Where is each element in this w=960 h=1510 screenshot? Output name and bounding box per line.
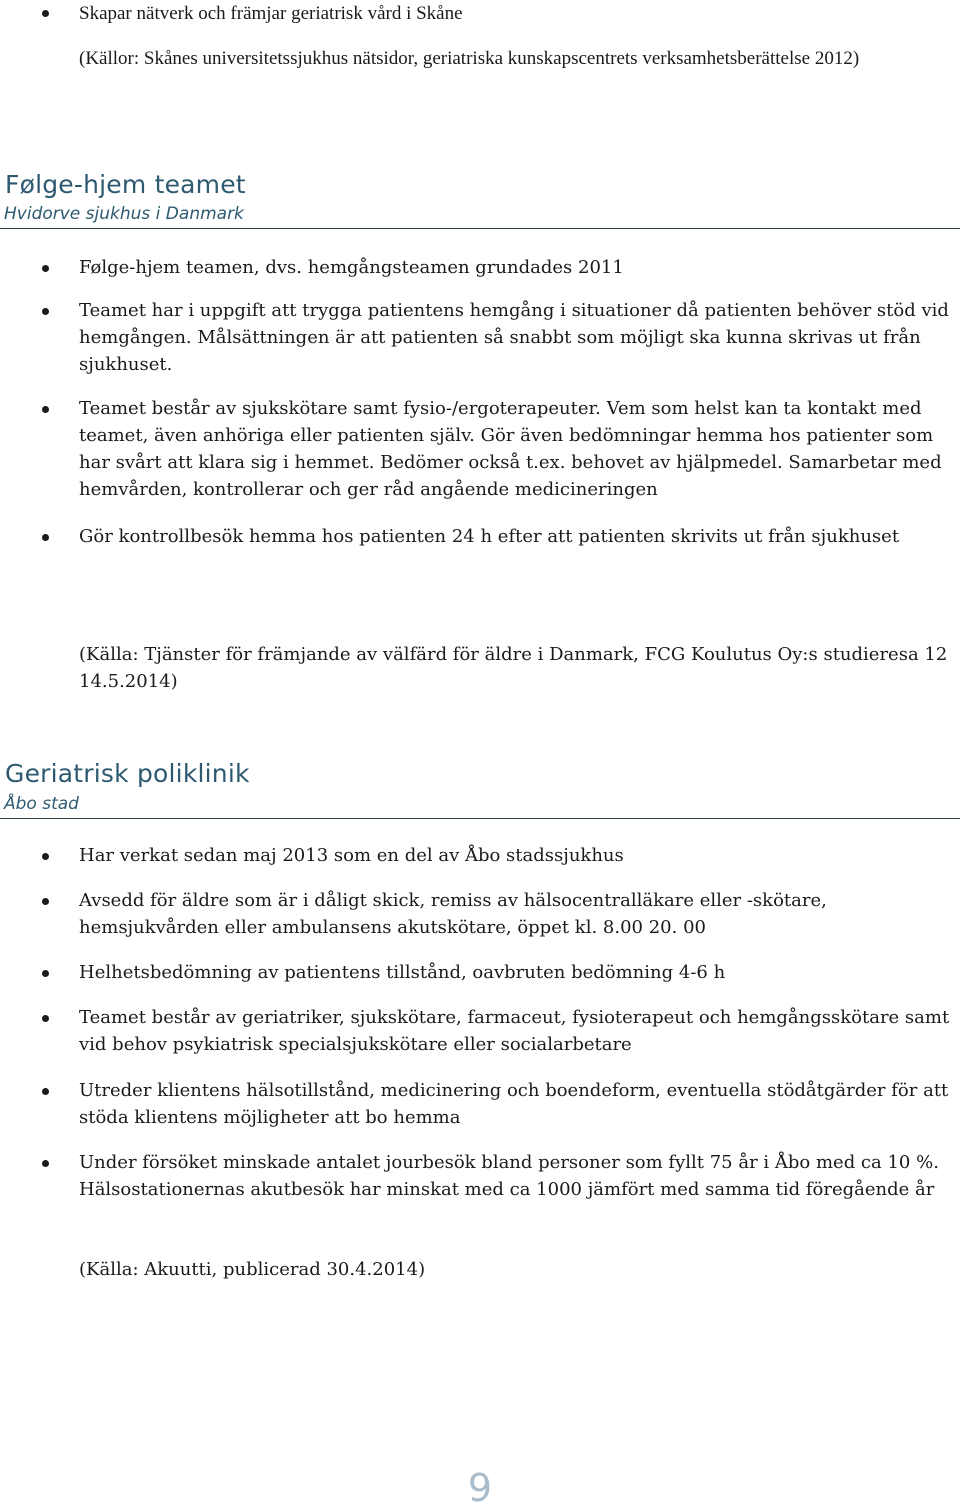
bullet-icon	[42, 308, 49, 315]
section-subheading: Åbo stad	[4, 794, 79, 814]
list-item-text: Avsedd för äldre som är i dåligt skick, remiss av hälsocentralläkare eller -skötare, hemsjukvården eller ambulansens akutskötare, öppet kl. 8.00 20. 00	[79, 890, 827, 938]
list-item-text: Teamet har i uppgift att trygga patientens hemgång i situationer då patienten behöver stöd vid hemgången. Målsättningen är att patienten så snabbt som möjligt ska kunna skrivas ut från sjukhuset.	[79, 300, 949, 375]
list-item-text: Helhetsbedömning av patientens tillstånd, oavbruten bedömning 4-6 h	[79, 962, 726, 983]
bullet-icon	[42, 1088, 49, 1095]
bullet-icon	[42, 853, 49, 860]
bullet-icon	[42, 534, 49, 541]
bullet-icon	[42, 406, 49, 413]
list-item-text: Utreder klientens hälsotillstånd, medicinering och boendeform, eventuella stödåtgärder för att stöda klientens möjligheter att bo hemma	[79, 1080, 949, 1128]
section-heading: Følge-hjem teamet	[5, 170, 246, 199]
section-subheading: Hvidorve sjukhus i Danmark	[4, 204, 244, 224]
list-item-text: Gör kontrollbesök hemma hos patienten 24 h efter att patienten skrivits ut från sjukhuset	[79, 526, 900, 547]
heading-divider	[0, 228, 960, 229]
list-item-text: Har verkat sedan maj 2013 som en del av Åbo stadssjukhus	[79, 845, 624, 866]
section-heading: Geriatrisk poliklinik	[5, 759, 250, 788]
bullet-icon	[42, 265, 49, 272]
source-citation: (Källa: Akuutti, publicerad 30.4.2014)	[79, 1259, 426, 1280]
bullet-icon	[42, 1160, 49, 1167]
bullet-icon	[42, 10, 49, 17]
list-item-text: Teamet består av geriatriker, sjukskötare, farmaceut, fysioterapeut och hemgångsskötare samt vid behov psykiatrisk specialsjukskötare eller socialarbetare	[79, 1007, 950, 1055]
bullet-icon	[42, 1015, 49, 1022]
page-number: 9	[467, 1466, 493, 1510]
bullet-icon	[42, 970, 49, 977]
list-item-text: Følge-hjem teamen, dvs. hemgångsteamen grundades 2011	[79, 257, 624, 278]
heading-divider	[0, 818, 960, 819]
list-item-text: Teamet består av sjukskötare samt fysio-/ergoterapeuter. Vem som helst kan ta kontakt med teamet, även anhöriga eller patienten själv. Gör även bedömningar hemma hos patienter som har svårt att klara sig i hemmet. Bedömer också t.ex. behovet av hjälpmedel. Samarbetar med hemvården, kontrollerar och ger råd angående medicineringen	[79, 398, 942, 500]
list-item-text: Under försöket minskade antalet jourbesök bland personer som fyllt 75 år i Åbo med ca 10 %. Hälsostationernas akutbesök har minskat med ca 1000 jämfört med samma tid föregående år	[79, 1152, 939, 1200]
source-citation: (Källor: Skånes universitetssjukhus nätsidor, geriatriska kunskapscentrets verksamhetsberättelse 2012)	[79, 48, 860, 69]
bullet-icon	[42, 898, 49, 905]
source-citation: (Källa: Tjänster för främjande av välfärd för äldre i Danmark, FCG Koulutus Oy:s studieresa 12 14.5.2014)	[79, 644, 948, 692]
list-item-text: Skapar nätverk och främjar geriatrisk vård i Skåne	[79, 3, 463, 24]
